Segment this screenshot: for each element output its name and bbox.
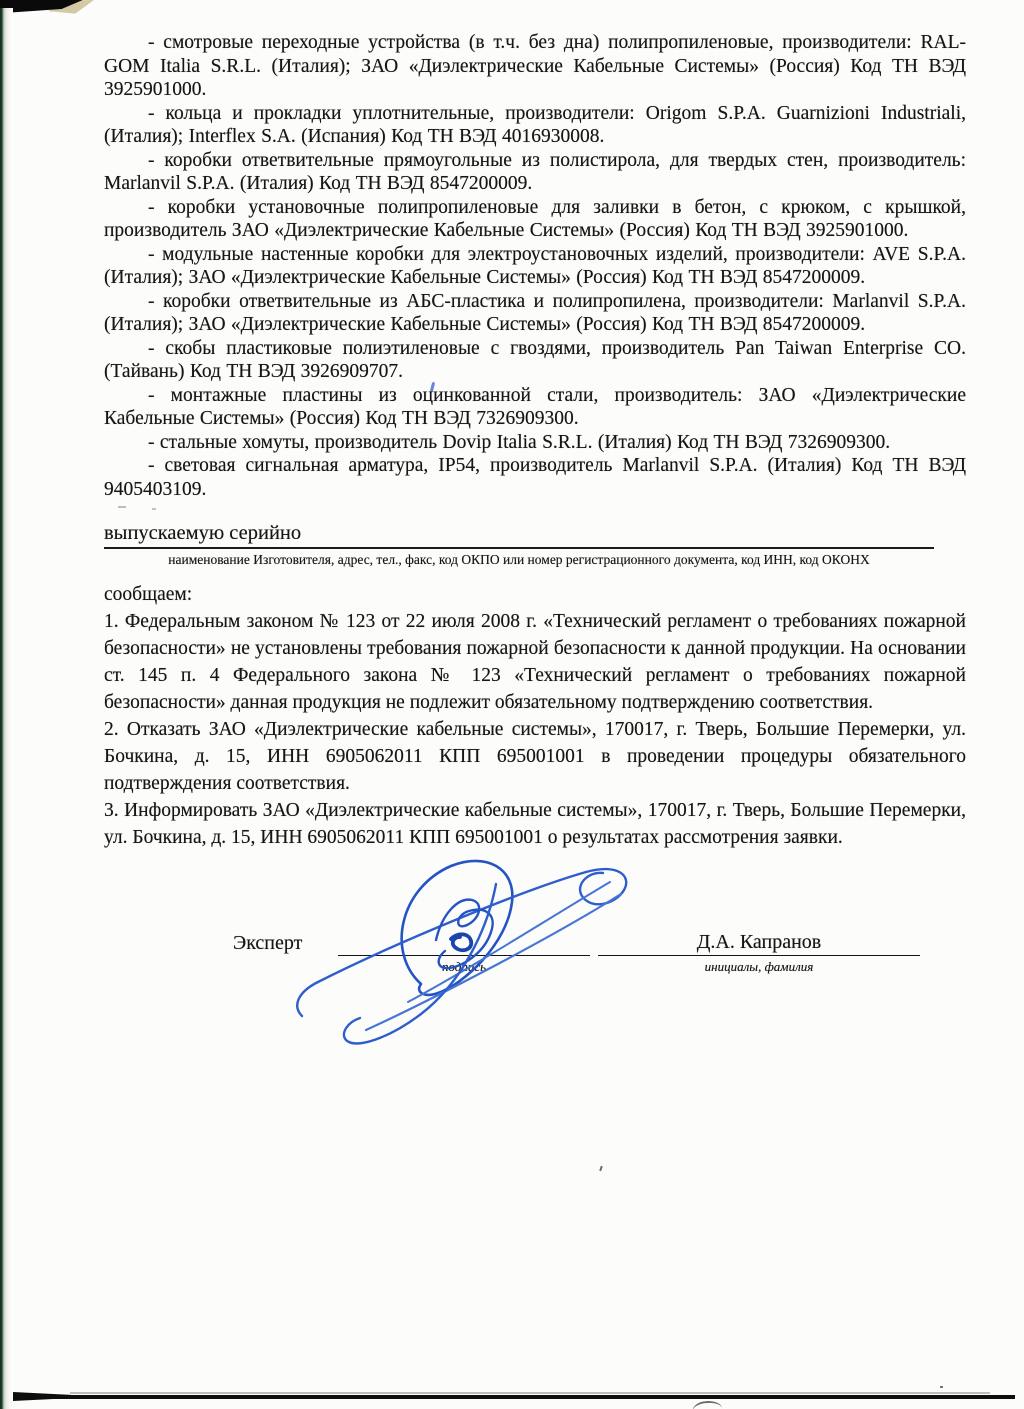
- signature-stroke: [297, 869, 626, 1016]
- signature-ink: [288, 852, 643, 1080]
- product-item: - смотровые переходные устройства (в т.ч. без дна) полипропиленовые, производители: RAL-GOM Italia S.R.L. (Италия); ЗАО «Диэлектрические Кабельные Системы» (Россия) Код ТН ВЭД 3925901000.: [104, 32, 966, 100]
- decision-body: [104, 581, 966, 851]
- signature-stroke: [408, 882, 610, 1002]
- product-item: - модульные настенные коробки для электроустановочных изделий, производители: AVE S.P.A. (Италия); ЗАО «Диэлектрические Кабельные Системы» (Россия) Код ТН ВЭД 8547200009.: [104, 243, 966, 288]
- product-item: - монтажные пластины из оцинкованной стали, производитель: ЗАО «Диэлектрические Кабельные Системы» (Россия) Код ТН ВЭД 7326909300.: [104, 384, 966, 429]
- serial-production-field: [104, 521, 934, 549]
- signature-stroke: [451, 934, 471, 950]
- scan-stray-mark: [692, 1399, 723, 1409]
- serial-production-label: выпускаемую серийно: [104, 522, 302, 544]
- signature-caption: подпись: [441, 959, 487, 974]
- scan-bottom-edge: [14, 1395, 1015, 1399]
- clause: 1. Федеральным законом № 123 от 22 июля 2008 г. «Технический регламент о требованиях пожарной безопасности» не установлены требования пожарной безопасности к данной продукции. На основании ст. 145 п. 4 Федерального закона № 123 «Технический регламент о требованиях пожарной безопасности» данная продукция не подлежит обязательному подтверждению соответствия.: [104, 611, 966, 713]
- signee-name-line: [598, 955, 920, 956]
- scan-speck: [940, 1386, 943, 1388]
- scan-speck: [152, 508, 156, 510]
- product-item: - световая сигнальная арматура, IP54, производитель Marlanvil S.P.A. (Италия) Код ТН ВЭД 9405403109.: [104, 455, 966, 500]
- signature-stroke: [366, 894, 621, 1030]
- product-item: - коробки ответвительные из АБС-пластика и полипропилена, производители: Marlanvil S.P.A. (Италия); ЗАО «Диэлектрические Кабельные Системы» (Россия) Код ТН ВЭД 8547200009.: [104, 290, 966, 335]
- clause: 2. Отказать ЗАО «Диэлектрические кабельные системы», 170017, г. Тверь, Большие Перемерки, ул. Бочкина, д. 15, ИНН 6905062011 КПП 695001001 в проведении процедуры обязательного подтверждения соответствия.: [104, 719, 966, 794]
- scan-bottom-edge-wedge: [13, 1392, 71, 1401]
- clause: 3. Информировать ЗАО «Диэлектрические кабельные системы», 170017, г. Тверь, Большие Перемерки, ул. Бочкина, д. 15, ИНН 6905062011 КПП 695001001 о результатах рассмотрения заявки.: [104, 800, 966, 848]
- signee-name: Д.А. Капранов: [696, 931, 822, 953]
- product-list: [104, 31, 966, 501]
- scan-bottom-haze: [70, 1392, 990, 1394]
- signee-name-caption: инициалы, фамилия: [704, 959, 814, 974]
- report-intro: сообщаем:: [104, 584, 193, 605]
- product-item: - кольца и прокладки уплотнительные, производители: Origom S.P.A. Guarnizioni Industriali, (Италия); Interflex S.A. (Испания) Код ТН ВЭД 4016930008.: [104, 102, 966, 147]
- product-item: - коробки ответвительные прямоугольные из полистирола, для твердых стен, производитель: Marlanvil S.P.A. (Италия) Код ТН ВЭД 8547200009.: [104, 149, 966, 194]
- manufacturer-field-caption: наименование Изготовителя, адрес, тел., факс, код ОКПО или номер регистрационного документа, код ИНН, код ОКОНХ: [168, 552, 870, 567]
- expert-role-label: Эксперт: [233, 932, 303, 954]
- scan-left-edge: [0, 8, 13, 1409]
- product-item: - скобы пластиковые полиэтиленовые с гвоздями, производитель Pan Taiwan Enterprise CO. (Тайвань) Код ТН ВЭД 3926909707.: [104, 337, 966, 382]
- scan-speck: [599, 1166, 603, 1171]
- scan-speck: [118, 506, 126, 508]
- product-item: - коробки установочные полипропиленовые для заливки в бетон, с крюком, с крышкой, производитель ЗАО «Диэлектрические Кабельные Системы» (Россия) Код ТН ВЭД 3925901000.: [104, 196, 966, 241]
- product-item: - стальные хомуты, производитель Dovip Italia S.R.L. (Италия) Код ТН ВЭД 7326909300.: [148, 431, 891, 453]
